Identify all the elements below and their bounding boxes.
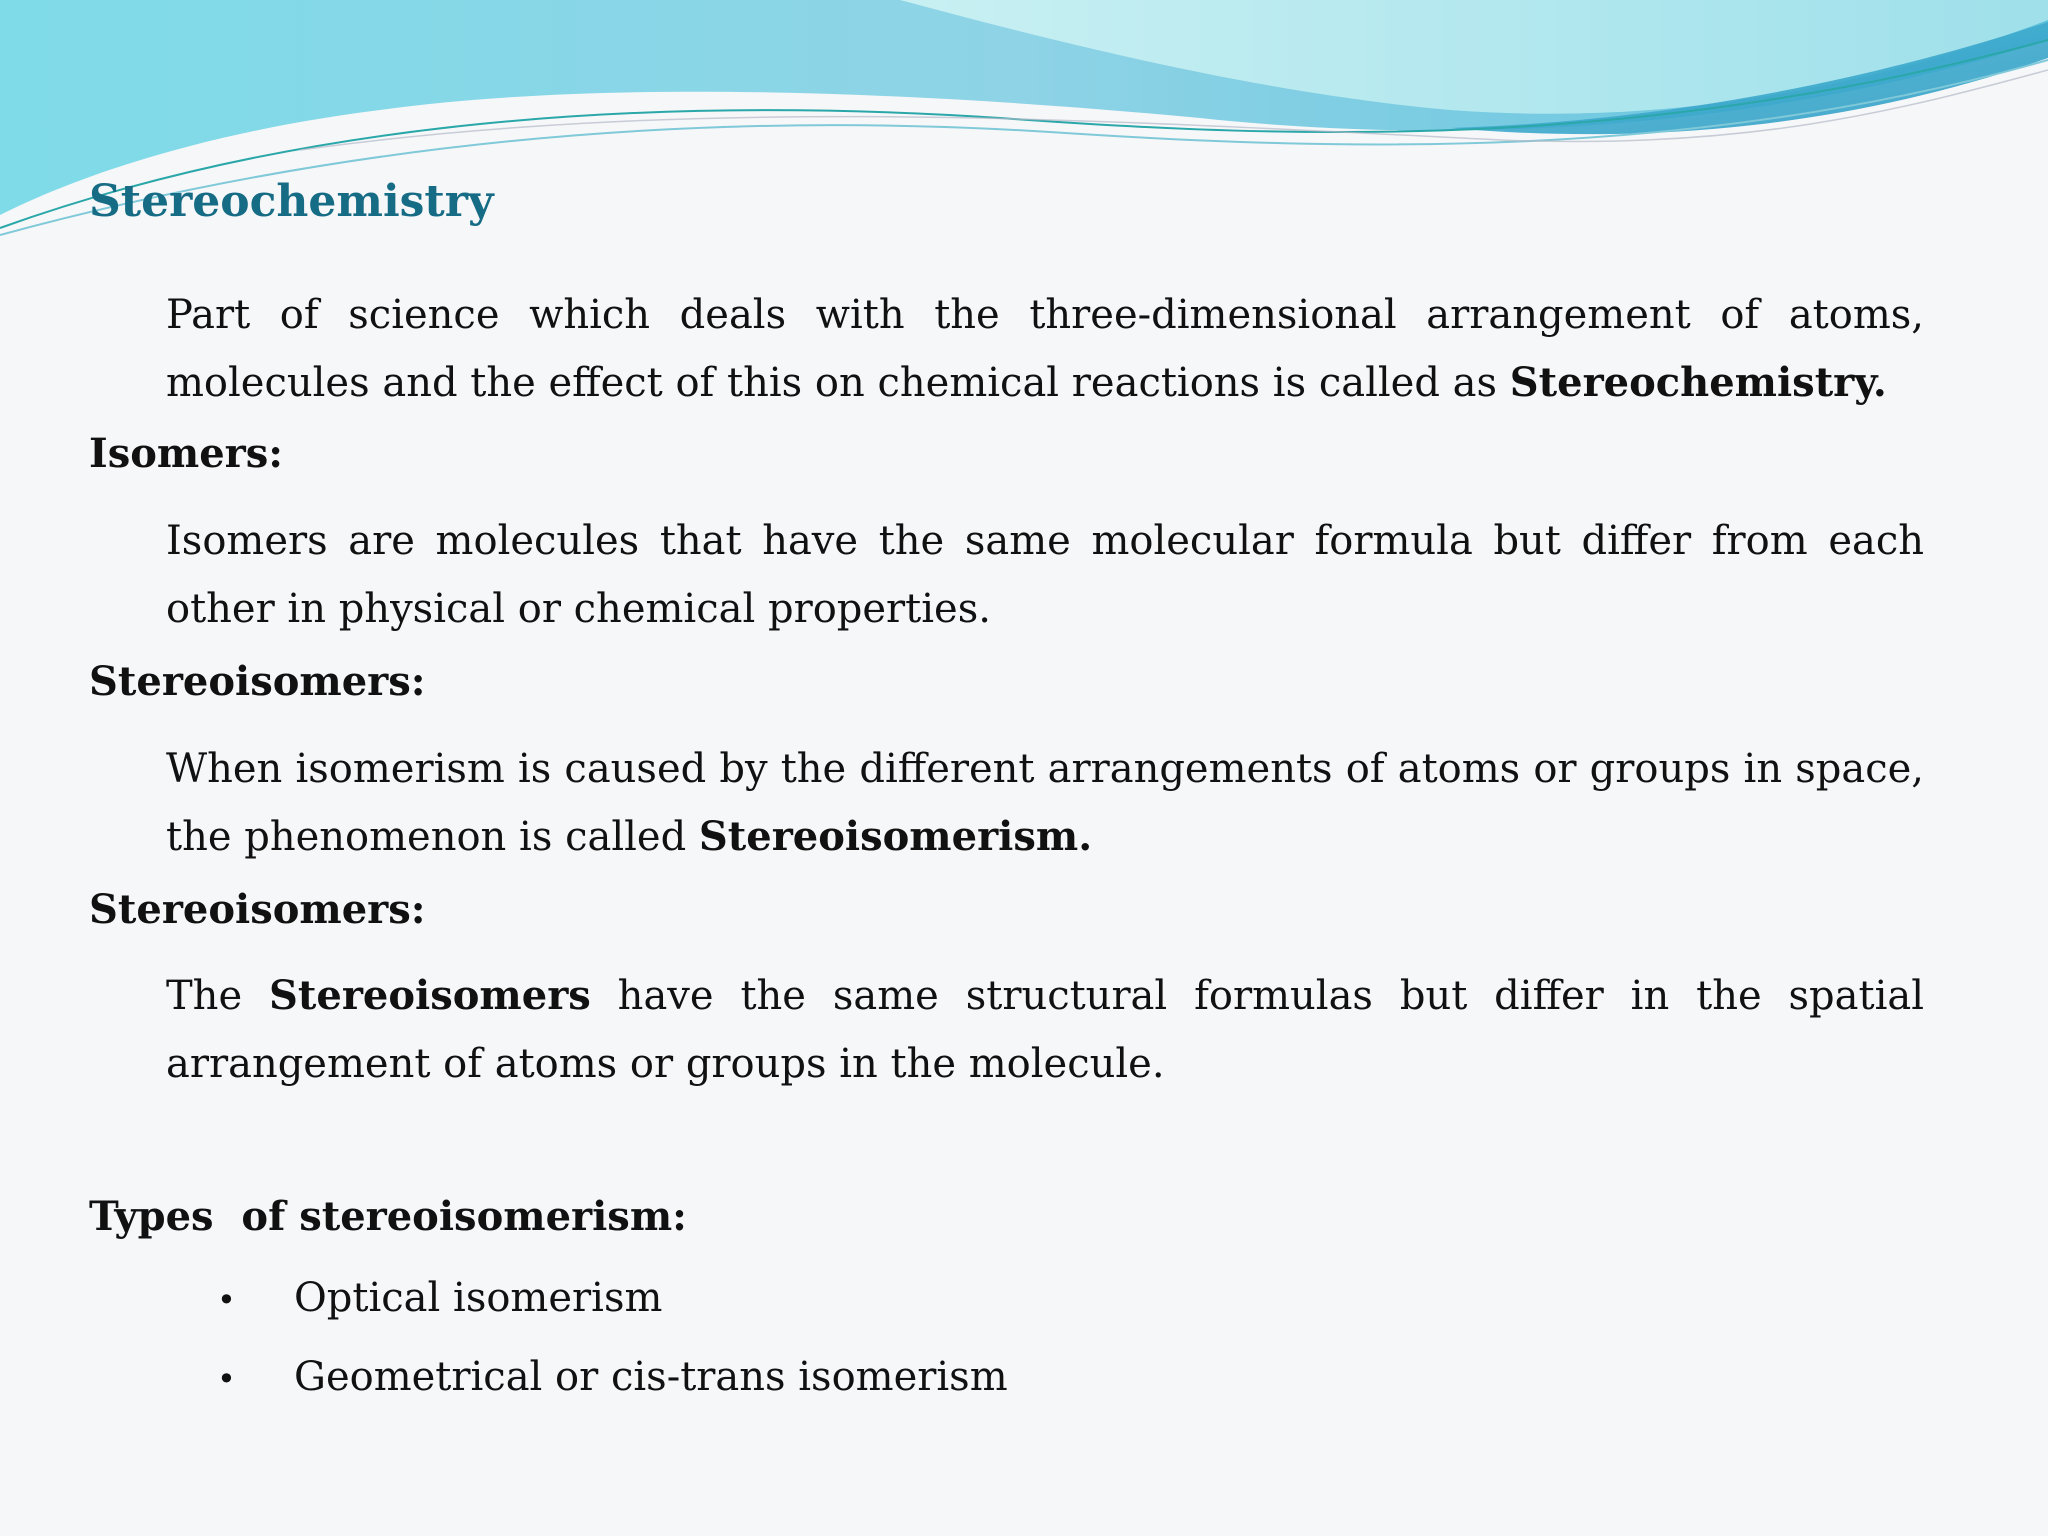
types-heading: Types of stereoisomerism: <box>89 1193 687 1240</box>
definition-text: Part of science which deals with the three-dimensional arrangement of atoms, molecules and the effect of this on chemical reactions is called as <box>166 292 1924 406</box>
stereoisomerism-text: When isomerism is caused by the different arrangements of atoms or groups in space, the phenomenon is called <box>166 746 1924 860</box>
stereoisomerism-term: Stereoisomerism. <box>698 813 1093 860</box>
definition-term: Stereochemistry. <box>1509 359 1887 406</box>
bullet-icon: • <box>217 1281 236 1319</box>
list-item-label: Geometrical or cis-trans isomerism <box>294 1354 1008 1400</box>
stereoisomers-text-after: have the same structural formulas but differ in the spatial arrangement of atoms or groups in the molecule. <box>166 973 1925 1087</box>
list-item <box>217 1352 1008 1404</box>
stereoisomers-term: Stereoisomers <box>269 972 591 1019</box>
isomers-heading: Isomers: <box>89 430 284 477</box>
list-item <box>217 1273 662 1325</box>
stereoisomers-paragraph <box>166 962 1924 1098</box>
definition-paragraph <box>166 281 1924 417</box>
list-item-label: Optical isomerism <box>294 1275 663 1321</box>
stereoisomers-heading-2: Stereoisomers: <box>89 886 426 933</box>
slide-title: Stereochemistry <box>89 176 494 227</box>
stereoisomers-heading-1: Stereoisomers: <box>89 658 426 705</box>
isomers-paragraph: Isomers are molecules that have the same molecular formula but differ from each other in physical or chemical properties. <box>166 518 1924 632</box>
stereoisomers-text-start: The <box>166 973 270 1019</box>
bullet-icon: • <box>217 1360 236 1398</box>
stereoisomerism-paragraph <box>166 735 1924 871</box>
